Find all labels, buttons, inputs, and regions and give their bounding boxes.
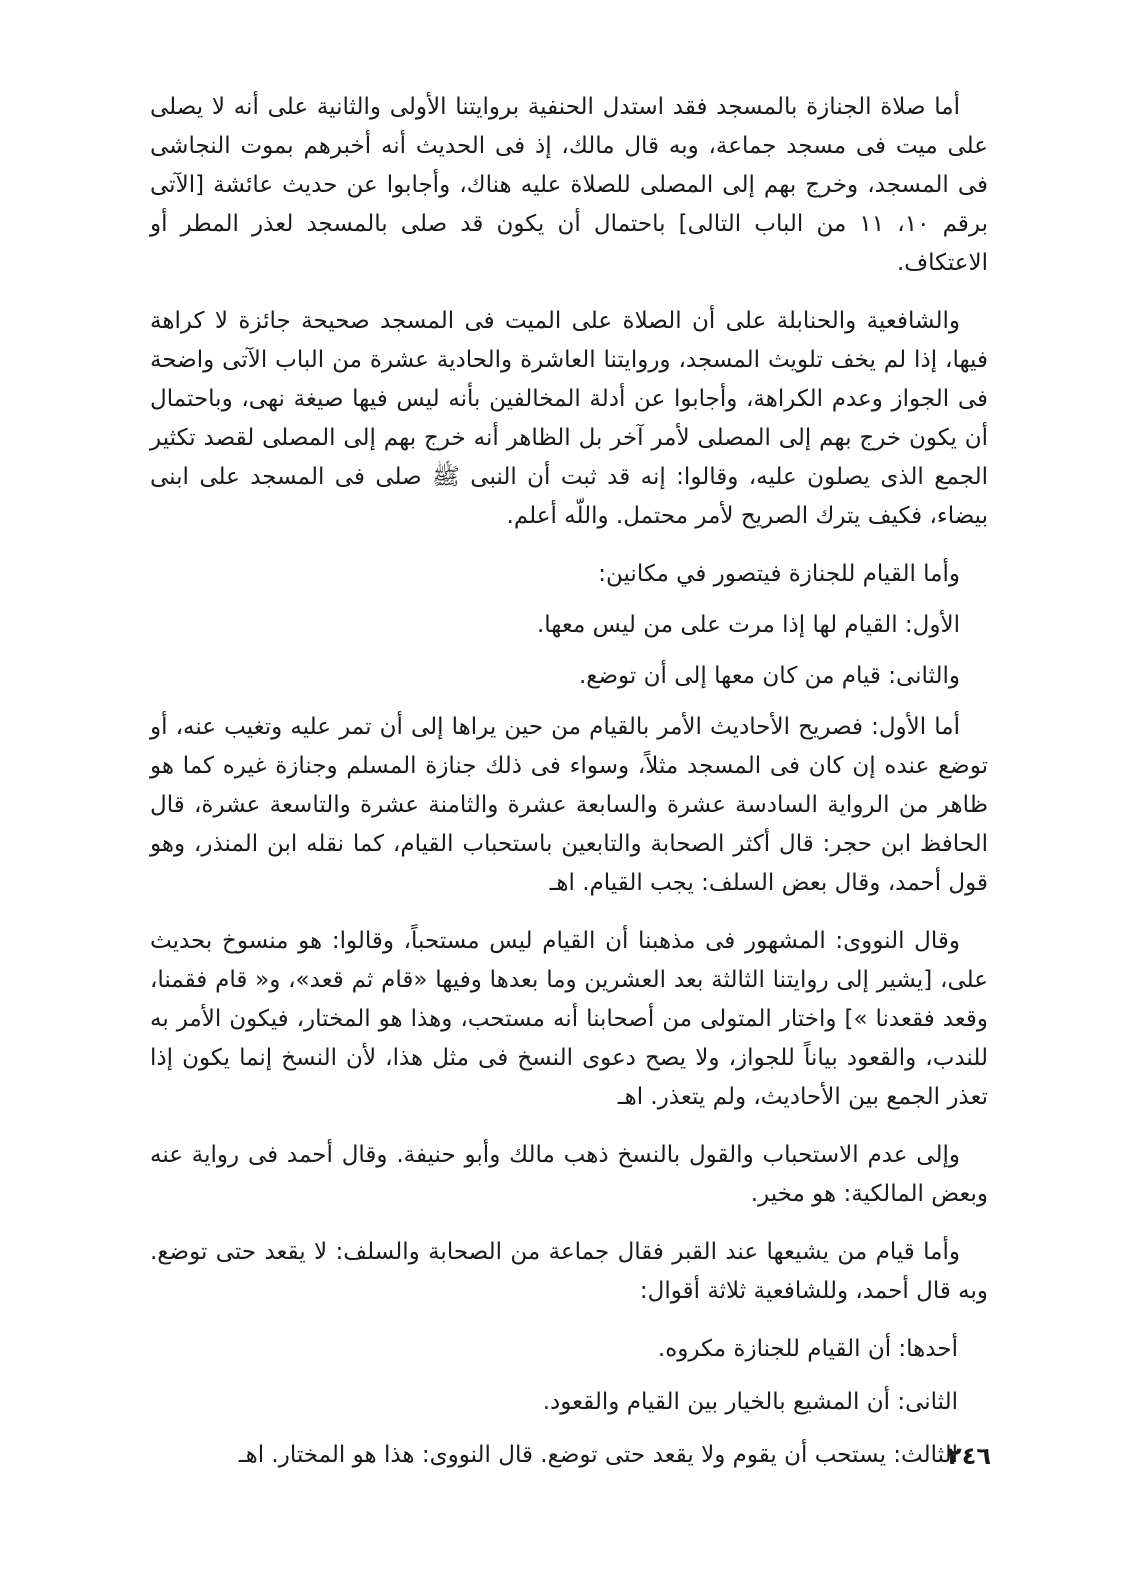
- paragraph-abrogation-view: وإلى عدم الاستحباب والقول بالنسخ ذهب مالك وأبو حنيفة. وقال أحمد فى رواية عنه وبعض المالكية: هو مخير.: [150, 1142, 988, 1207]
- list-item-opinion-three: الثالث: يستحب أن يقوم ولا يقعد حتى توضع. قال النووى: هذا هو المختار. اهـ: [238, 1442, 958, 1468]
- list-item-opinion-one: أحدها: أن القيام للجنازة مكروه.: [657, 1336, 958, 1362]
- list-item-second-place: والثانى: قيام من كان معها إلى أن توضع.: [578, 663, 960, 689]
- paragraph-nawawi-opinion: وقال النووى: المشهور فى مذهبنا أن القيام ليس مستحباً، وقالوا: هو منسوخ بحديث على، [يشير إلى روايتنا الثالثة بعد العشرين وما بعدها وفيها «قام ثم قعد»، و« قام فقمنا، وقعد فقعدنا »] واختار المتولى من أصحابنا أنه مستحب، وهذا هو المختار، فيكون الأمر به للندب، والقعود بياناً للجواز، ولا يصح دعوى النسخ فى مثل هذا، لأن النسخ إنما يكون إذا تعذر الجمع بين الأحاديث، ولم يتعذر. اهـ: [150, 928, 988, 1110]
- paragraph-first-case: أما الأول: فصريح الأحاديث الأمر بالقيام من حين يراها إلى أن تمر عليه وتغيب عنه، أو توضع عنده إن كان فى المسجد مثلاً، وسواء فى ذلك جنازة المسلم وجنازة غيره كما هو ظاهر من الرواية السادسة عشرة والسابعة عشرة والثامنة عشرة والتاسعة عشرة، قال الحافظ ابن حجر: قال أكثر الصحابة والتابعين باستحباب القيام، كما نقله ابن المنذر، وهو قول أحمد، وقال بعض السلف: يجب القيام. اهـ: [150, 714, 988, 896]
- paragraph-shafii-hanbali-view: والشافعية والحنابلة على أن الصلاة على الميت فى المسجد صحيحة جائزة لا كراهة فيها، إذا لم يخف تلويث المسجد، وروايتنا العاشرة والحادية عشرة من الباب الآتى واضحة فى الجواز وعدم الكراهة، وأجابوا عن أدلة المخالفين بأنه ليس فيها صيغة نهى، وباحتمال أن يكون خرج بهم إلى المصلى لأمر آخر بل الظاهر أنه خرج بهم إلى المصلى لقصد تكثير الجمع الذى يصلون عليه، وقالوا: إنه قد ثبت أن النبى ﷺ صلى فى المسجد على ابنى بيضاء، فكيف يترك الصريح لأمر محتمل. واللّه أعلم.: [150, 308, 988, 529]
- page-number: ٢٤٦: [947, 1442, 991, 1470]
- paragraph-standing-two-places: وأما القيام للجنازة فيتصور في مكانين:: [598, 561, 960, 587]
- paragraph-standing-at-grave: وأما قيام من يشيعها عند القبر فقال جماعة من الصحابة والسلف: لا يقعد حتى توضع. وبه قال أحمد، وللشافعية ثلاثة أقوال:: [150, 1239, 988, 1304]
- list-item-first-place: الأول: القيام لها إذا مرت على من ليس معها.: [536, 612, 960, 638]
- page-body: [150, 88, 988, 1489]
- paragraph-funeral-prayer-in-mosque: أما صلاة الجنازة بالمسجد فقد استدل الحنفية بروايتنا الأولى والثانية على أنه لا يصلى على ميت فى مسجد جماعة، وبه قال مالك، إذ فى الحديث أنه أخبرهم بموت النجاشى فى المسجد، وخرج بهم إلى المصلى للصلاة عليه هناك، وأجابوا عن حديث عائشة [الآتى برقم ١٠، ١١ من الباب التالى] باحتمال أن يكون قد صلى بالمسجد لعذر المطر أو الاعتكاف.: [150, 94, 988, 276]
- list-item-opinion-two: الثانى: أن المشيع بالخيار بين القيام والقعود.: [542, 1389, 958, 1415]
